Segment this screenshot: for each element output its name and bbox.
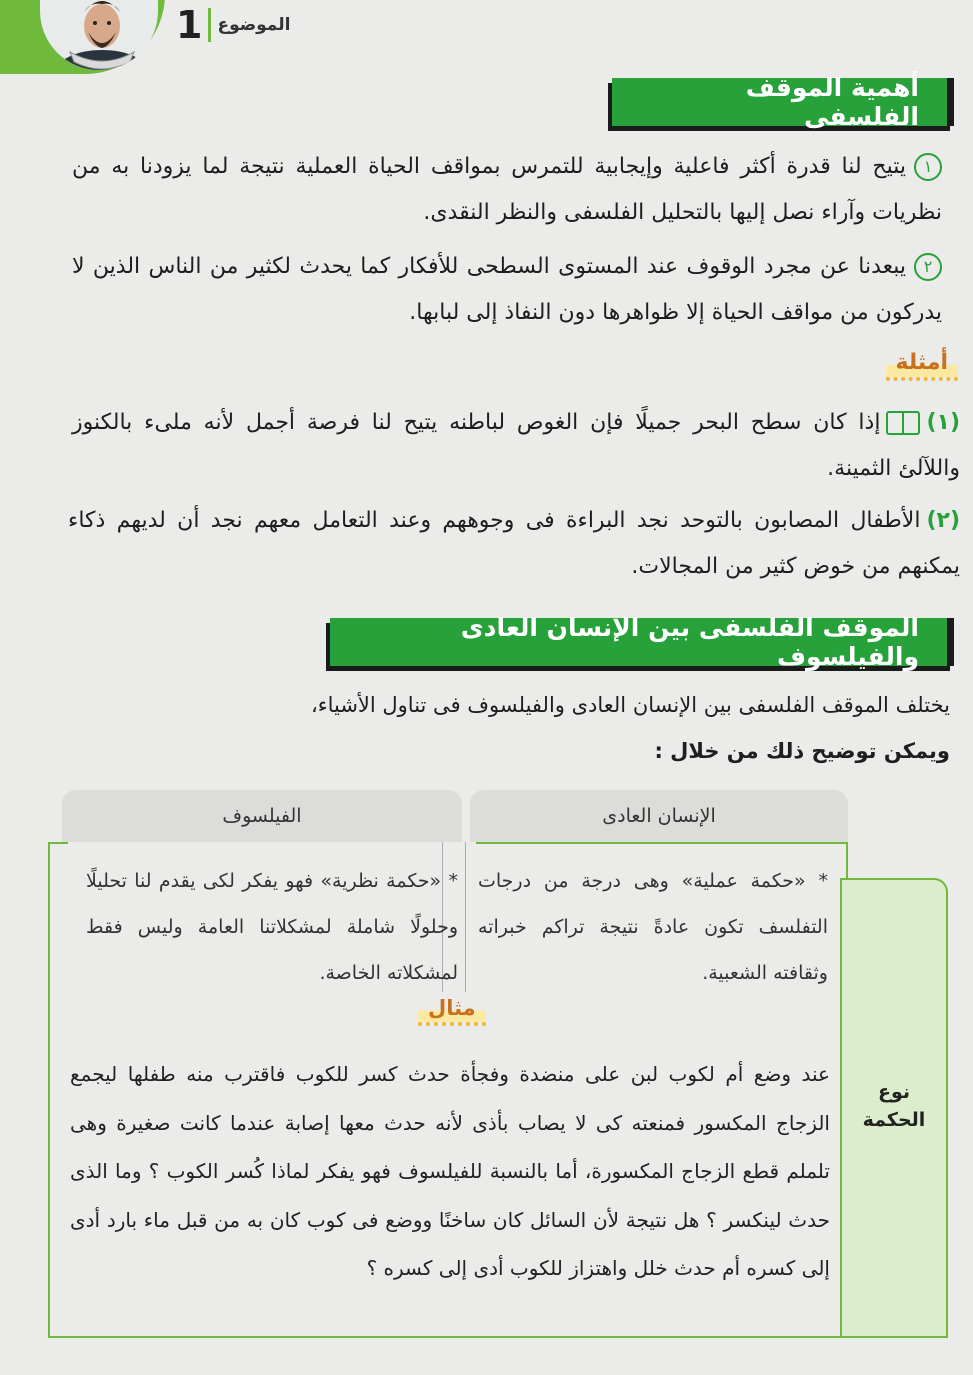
comparison-intro <box>60 682 950 774</box>
topic-heading <box>176 3 291 47</box>
ordinary-right-stub <box>846 842 848 878</box>
section-title-text: الموقف الفلسفى بين الإنسان العادى والفيلسوف <box>460 613 919 671</box>
table-left-border <box>48 842 50 1336</box>
intro-line-2: ويمكن توضيح ذلك من خلال : <box>654 739 950 763</box>
ordinary-wisdom-cell: * «حكمة عملية» وهى درجة من درجات التفلسف تكون عادةً نتيجة تراكم خبراته وثقافته الشعبية. <box>478 870 828 984</box>
examples-label: أمثلة <box>886 350 958 381</box>
philosopher-wisdom-cell: * «حكمة نظرية» فهو يفكر لكى يقدم لنا تحليلًا وحلولًا شاملة لمشكلاتنا العامة وليس فقط لمشكلاته الخاصة. <box>86 870 458 984</box>
book-icon <box>886 411 920 435</box>
point-text: يبعدنا عن مجرد الوقوف عند المستوى السطحى للأفكار كما يحدث لكثير من الناس الذين لا يدركون من مواقف الحياة إلا ظواهرها دون النفاذ إلى لبابها. <box>72 254 942 325</box>
section-title-importance <box>612 73 954 131</box>
example-marker: (١) <box>926 410 960 435</box>
topic-divider <box>208 8 211 42</box>
topic-number: 1 <box>176 3 203 47</box>
cell-divider-ordinary <box>465 842 466 992</box>
importance-point-2 <box>72 244 942 336</box>
topic-label: الموضوع <box>217 15 291 35</box>
point-marker: ١ <box>914 153 942 181</box>
example-paragraph: عند وضع أم لكوب لبن على منضدة وفجأة حدث كسر للكوب فاقترب منه طفلها ليجمع الزجاج المكسور فمنعته كى لا يصاب بأذى لأنه حدث معها إصابة عندما كانت صغيرة وهى تلملم قطع الزجاج المكسورة، أما بالنسبة للفيلسوف فهو يفكر لماذا كُسر الكوب ؟ وما الذى حدث لينكسر ؟ هل نتيجة لأن السائل كان ساخنًا ووضع فى كوب كان به من قبل ماء بارد أدى إلى كسره أم حدث خلل واهتزاز للكوب أدى إلى كسره ؟ <box>70 1062 830 1280</box>
point-marker: ٢ <box>914 253 942 281</box>
section-title-comparison <box>330 613 954 671</box>
example-item-2 <box>68 498 960 590</box>
ordinary-top-border <box>476 842 848 844</box>
section-title-text: أهمية الموقف الفلسفى <box>745 73 919 131</box>
wisdom-type-label: نوع الحكمة <box>862 1081 926 1131</box>
example-text: إذا كان سطح البحر جميلًا فإن الغوص لباطنه يتيح لنا فرصة أجمل لأنه ملىء بالكنوز واللآلئ الثمينة. <box>72 410 960 481</box>
example-marker: (٢) <box>926 508 960 533</box>
table-top-stub-left <box>48 842 68 844</box>
intro-line-1: يختلف الموقف الفلسفى بين الإنسان العادى والفيلسوف فى تناول الأشياء، <box>310 693 950 717</box>
example-label: مثال <box>418 996 486 1026</box>
example-item-1 <box>72 400 960 492</box>
example-text: الأطفال المصابون بالتوحد نجد البراءة فى وجوههم وعند التعامل معهم نجد أن لديهم ذكاء يمكنهم من خوض كثير من المجالات. <box>68 508 960 579</box>
point-text: يتيح لنا قدرة أكثر فاعلية وإيجابية للتمرس بمواقف الحياة العملية نتيجة لما يزودنا به من نظريات وآراء نصل إليها بالتحليل الفلسفى والنظر النقدى. <box>72 154 942 225</box>
column-header-philosopher: الفيلسوف <box>62 790 462 842</box>
column-header-ordinary: الإنسان العادى <box>470 790 848 842</box>
importance-point-1 <box>72 144 942 236</box>
table-bottom-border <box>48 1336 948 1338</box>
